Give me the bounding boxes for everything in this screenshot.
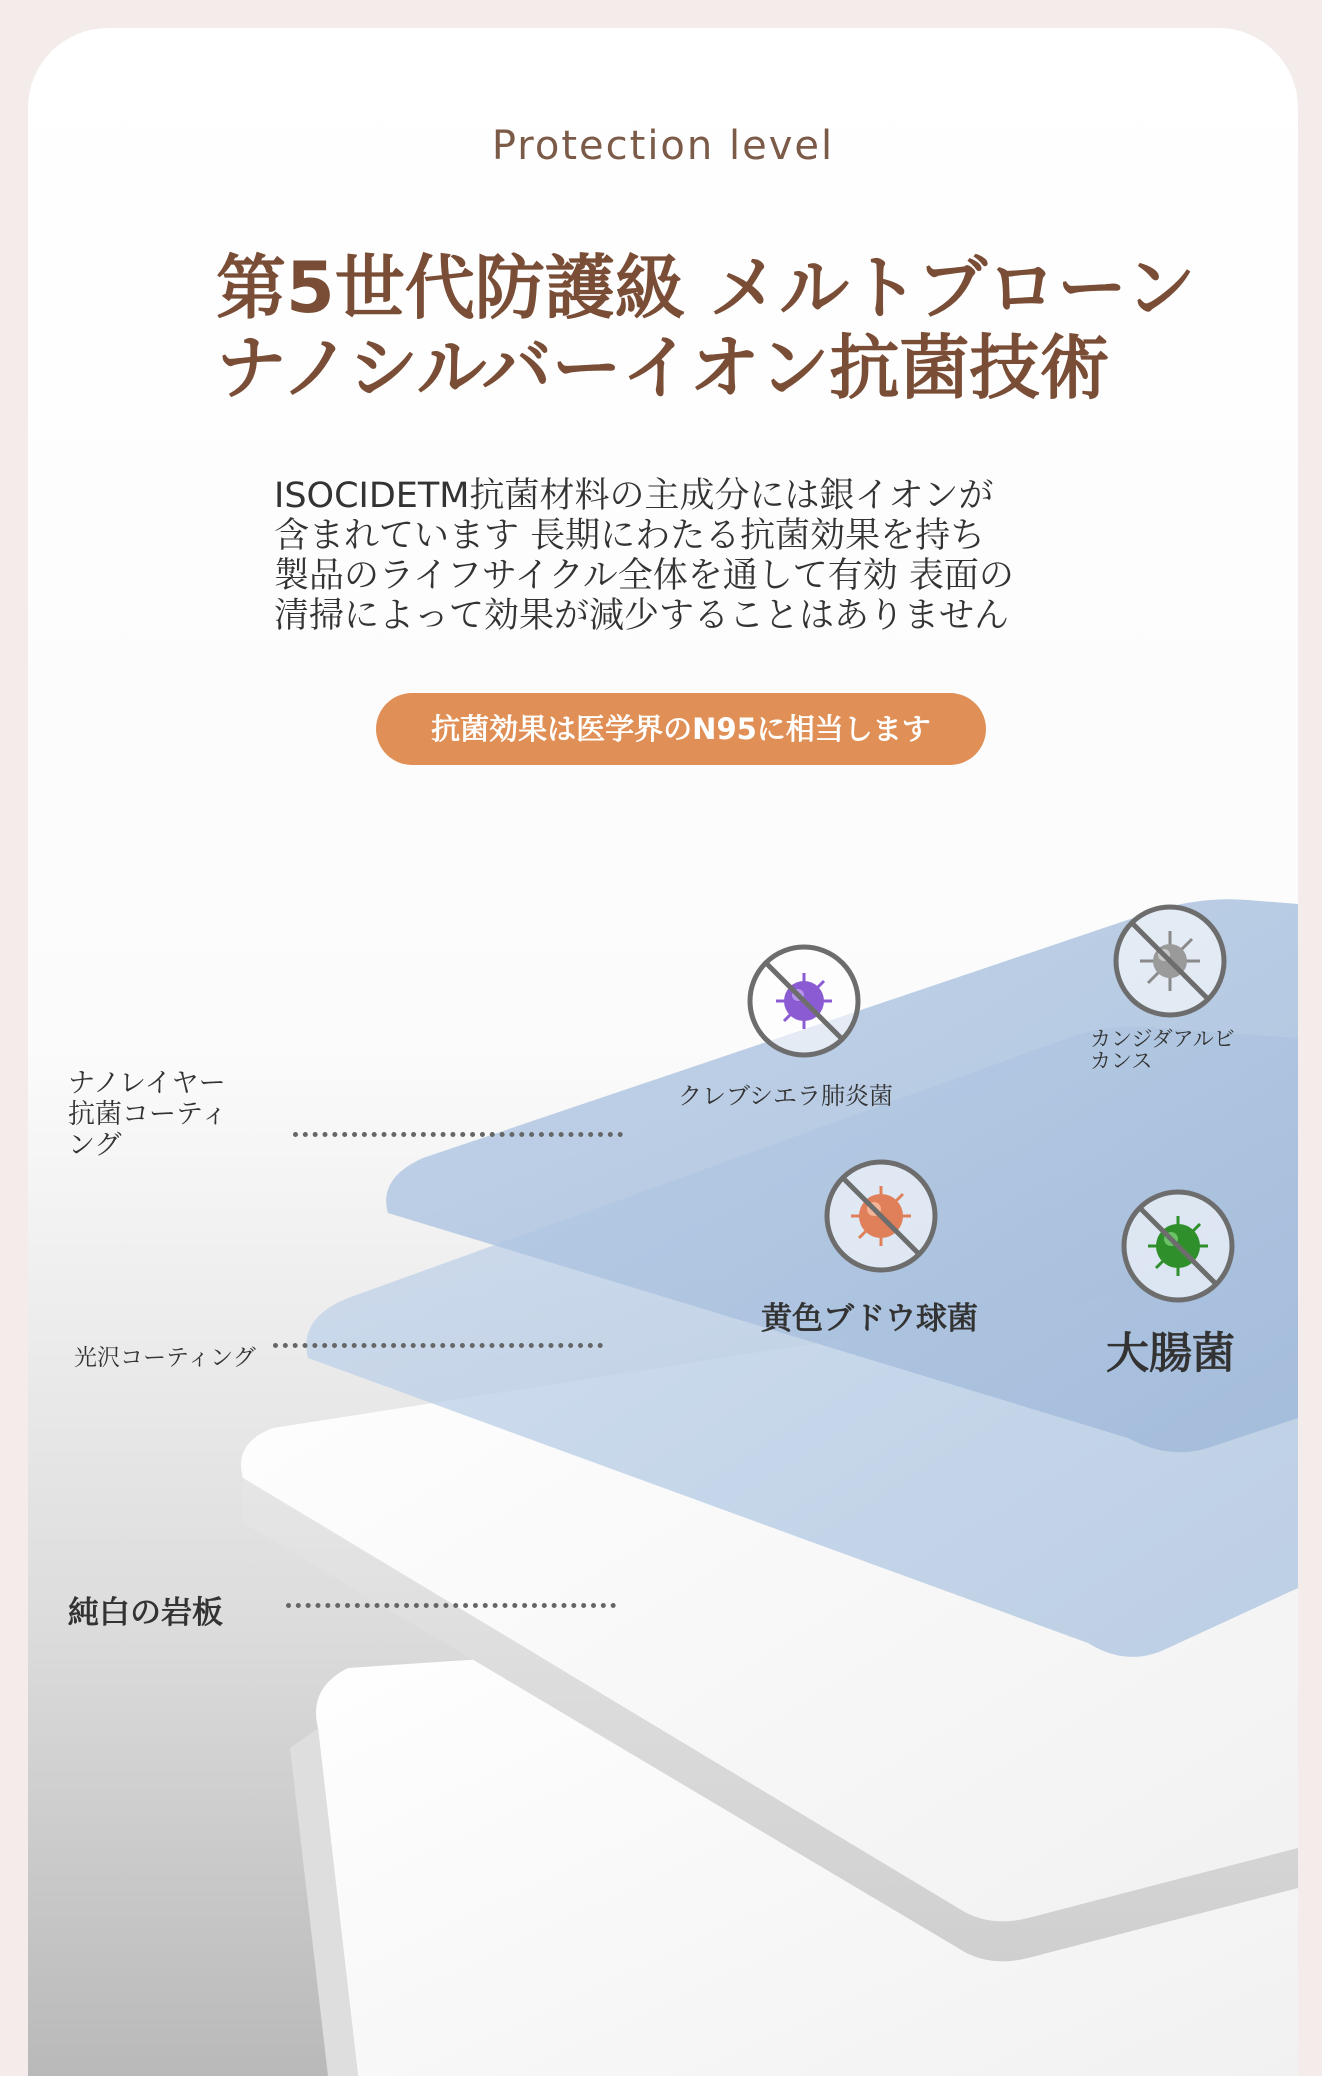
candida-label: カンジダアルビ カンス [1090,1027,1235,1073]
description-line: ISOCIDETM抗菌材料の主成分には銀イオンが [274,476,994,516]
klebsiella-label: クレブシエラ肺炎菌 [678,1082,894,1110]
nano-layer-label: ナノレイヤー 抗菌コーティ ング [68,1068,228,1161]
n95-badge: 抗菌効果は医学界のN95に相当します [376,693,986,765]
gloss-leader-line [273,1343,603,1348]
description-line: 含まれています 長期にわたる抗菌効果を持ち [274,516,986,556]
description-line: 製品のライフサイクル全体を通して有効 表面の [274,556,1014,596]
description-line: 清掃によって効果が減少することはありません [274,596,1010,636]
gloss-layer-label: 光沢コーティング [74,1345,256,1371]
staph-icon [823,1158,939,1274]
stone-leader-line [286,1603,616,1608]
klebsiella-icon [746,943,862,1059]
candida-icon [1112,903,1228,1019]
staph-label: 黄色ブドウ球菌 [761,1301,978,1337]
ecoli-icon [1120,1188,1236,1304]
nano-leader-line [293,1132,623,1137]
ecoli-label: 大腸菌 [1106,1329,1235,1379]
title-line-1: 第5世代防護級 メルトブローン [216,247,1196,329]
eyebrow-title: Protection level [491,123,835,169]
title-line-2: ナノシルバーイオン抗菌技術 [216,327,1110,409]
content-card [28,28,1298,2076]
stone-layer-label: 純白の岩板 [68,1595,223,1631]
